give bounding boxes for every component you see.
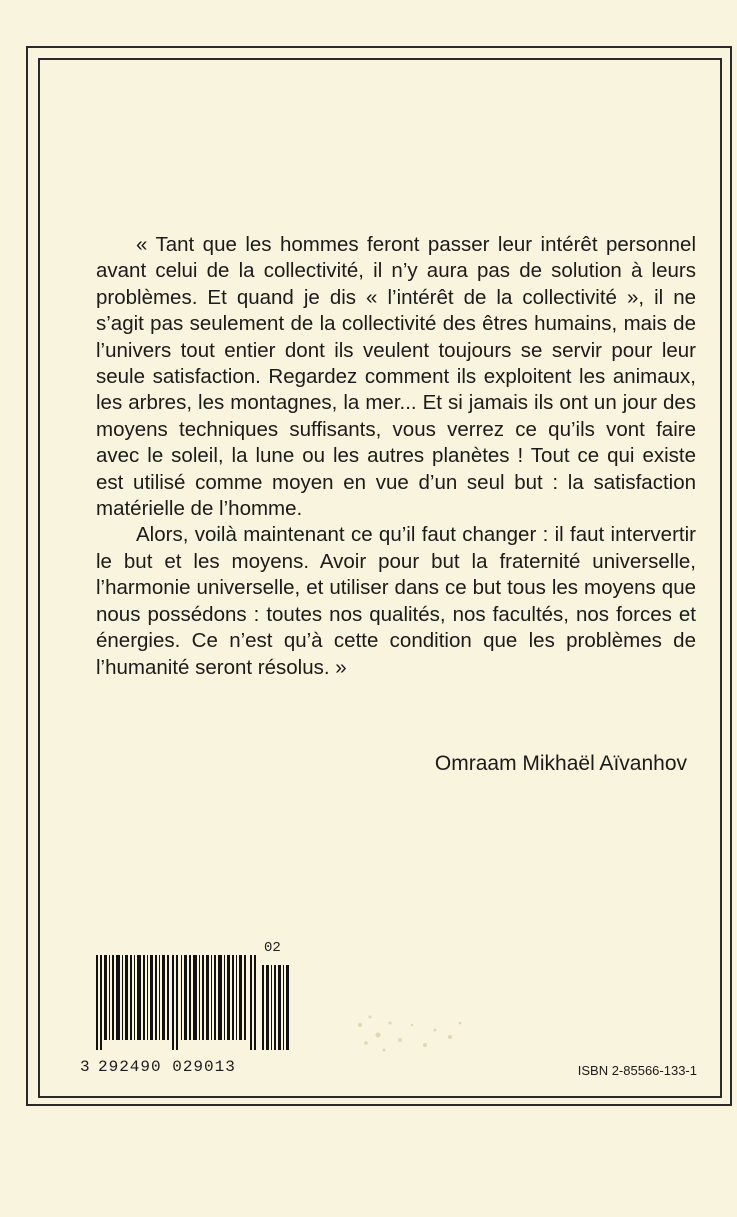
barcode-extension-icon bbox=[262, 955, 290, 1050]
barcode-extension-digits: 02 bbox=[264, 940, 281, 956]
quote-paragraph-1: « Tant que les hommes feront passer leur intérêt personnel avant celui de la collectivité, il n’y aura pas de solution à leurs problèmes. Et quand je dis « l’intérêt de la collectivité », il ne s’agit pas seulement de la collectivité des êtres humains, mais de l’univers tout entier dont ils veulent toujours se servir pour leur seule satisfaction. Regardez comment ils exploitent les animaux, les arbres, les montagnes, la mer... Et si jamais ils ont un jour des moyens techniques suffisants, vous verrez ce qu’ils vont faire avec le soleil, la lune ou les autres planètes ! Tout ce qui existe est utilisé comme moyen en vue d’un seul but : la satisfaction matérielle de l’homme. bbox=[96, 233, 696, 521]
barcode-digits: 292490 029013 bbox=[98, 1058, 236, 1076]
author-name: Omraam Mikhaël Aïvanhov bbox=[434, 752, 687, 775]
quote-block bbox=[96, 232, 696, 681]
print-smudge bbox=[340, 995, 490, 1065]
barcode-first-digit: 3 bbox=[80, 1058, 91, 1076]
isbn-label: ISBN 2-85566-133-1 bbox=[577, 1063, 697, 1078]
quote-paragraph-2: Alors, voilà maintenant ce qu’il faut changer : il faut intervertir le but et les moyens. Avoir pour but la fraternité universelle, l’harmonie universelle, et utiliser dans ce but tous les moyens que nous possédons : toutes nos qualités, nos facultés, nos forces et énergies. Ce n’est qu’à cette condition que les problèmes de l’humanité seront résolus. » bbox=[96, 523, 696, 679]
barcode-icon bbox=[96, 955, 256, 1050]
